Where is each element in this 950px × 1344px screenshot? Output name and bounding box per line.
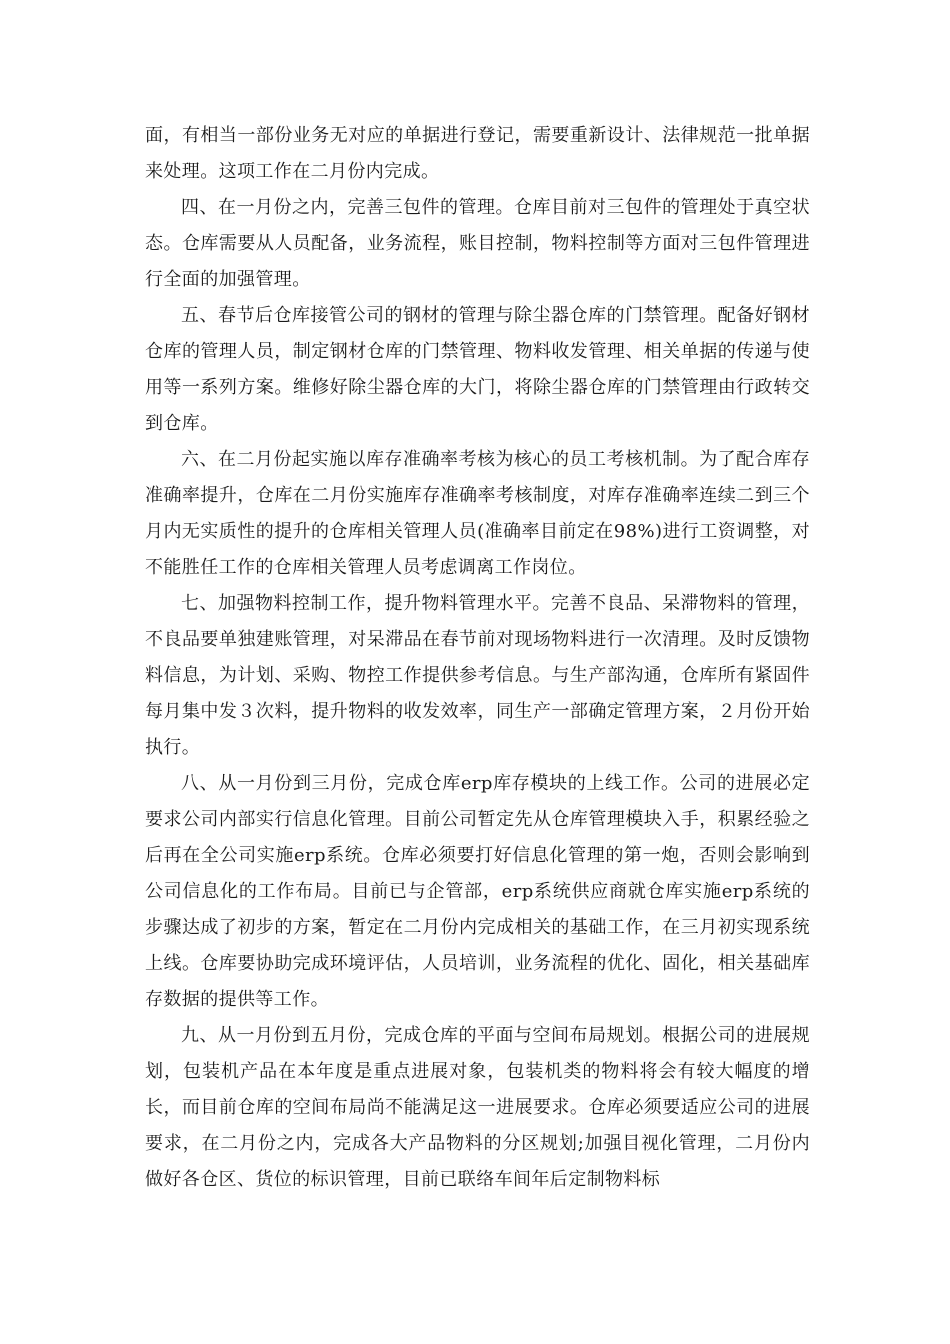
document-body — [145, 118, 810, 1198]
paragraph-item-7: 七、加强物料控制工作，提升物料管理水平。完善不良品、呆滞物料的管理，不良品要单独建账管理，对呆滞品在春节前对现场物料进行一次清理。及时反馈物料信息，为计划、采购、物控工作提供参考信息。与生产部沟通，仓库所有紧固件每月集中发３次料，提升物料的收发效率，同生产一部确定管理方案，２月份开始执行。 — [145, 593, 810, 758]
paragraph-item-6: 六、在二月份起实施以库存准确率考核为核心的员工考核机制。为了配合库存准确率提升，仓库在二月份实施库存准确率考核制度，对库存准确率连续二到三个月内无实质性的提升的仓库相关管理人员(准确率目前定在98%)进行工资调整，对不能胜任工作的仓库相关管理人员考虑调离工作岗位。 — [145, 449, 810, 578]
paragraph-continuation: 面，有相当一部份业务无对应的单据进行登记，需要重新设计、法律规范一批单据来处理。这项工作在二月份内完成。 — [145, 125, 810, 182]
paragraph-item-5: 五、春节后仓库接管公司的钢材的管理与除尘器仓库的门禁管理。配备好钢材仓库的管理人员，制定钢材仓库的门禁管理、物料收发管理、相关单据的传递与使用等一系列方案。维修好除尘器仓库的大门，将除尘器仓库的门禁管理由行政转交到仓库。 — [145, 305, 810, 434]
paragraph-item-4: 四、在一月份之内，完善三包件的管理。仓库目前对三包件的管理处于真空状态。仓库需要从人员配备，业务流程，账目控制，物料控制等方面对三包件管理进行全面的加强管理。 — [145, 197, 810, 290]
paragraph-item-8: 八、从一月份到三月份，完成仓库erp库存模块的上线工作。公司的进展必定要求公司内部实行信息化管理。目前公司暂定先从仓库管理模块入手，积累经验之后再在全公司实施erp系统。仓库必须要打好信息化管理的第一炮，否则会影响到公司信息化的工作布局。目前已与企管部，erp系统供应商就仓库实施erp系统的步骤达成了初步的方案，暂定在二月份内完成相关的基础工作，在三月初实现系统上线。仓库要协助完成环境评估，人员培训，业务流程的优化、固化，相关基础库存数据的提供等工作。 — [145, 773, 810, 1010]
paragraph-item-9: 九、从一月份到五月份，完成仓库的平面与空间布局规划。根据公司的进展规划，包装机产品在本年度是重点进展对象，包装机类的物料将会有较大幅度的增长，而目前仓库的空间布局尚不能满足这一进展要求。仓库必须要适应公司的进展要求，在二月份之内，完成各大产品物料的分区规划;加强目视化管理，二月份内做好各仓区、货位的标识管理，目前已联络车间年后定制物料标 — [145, 1025, 810, 1190]
